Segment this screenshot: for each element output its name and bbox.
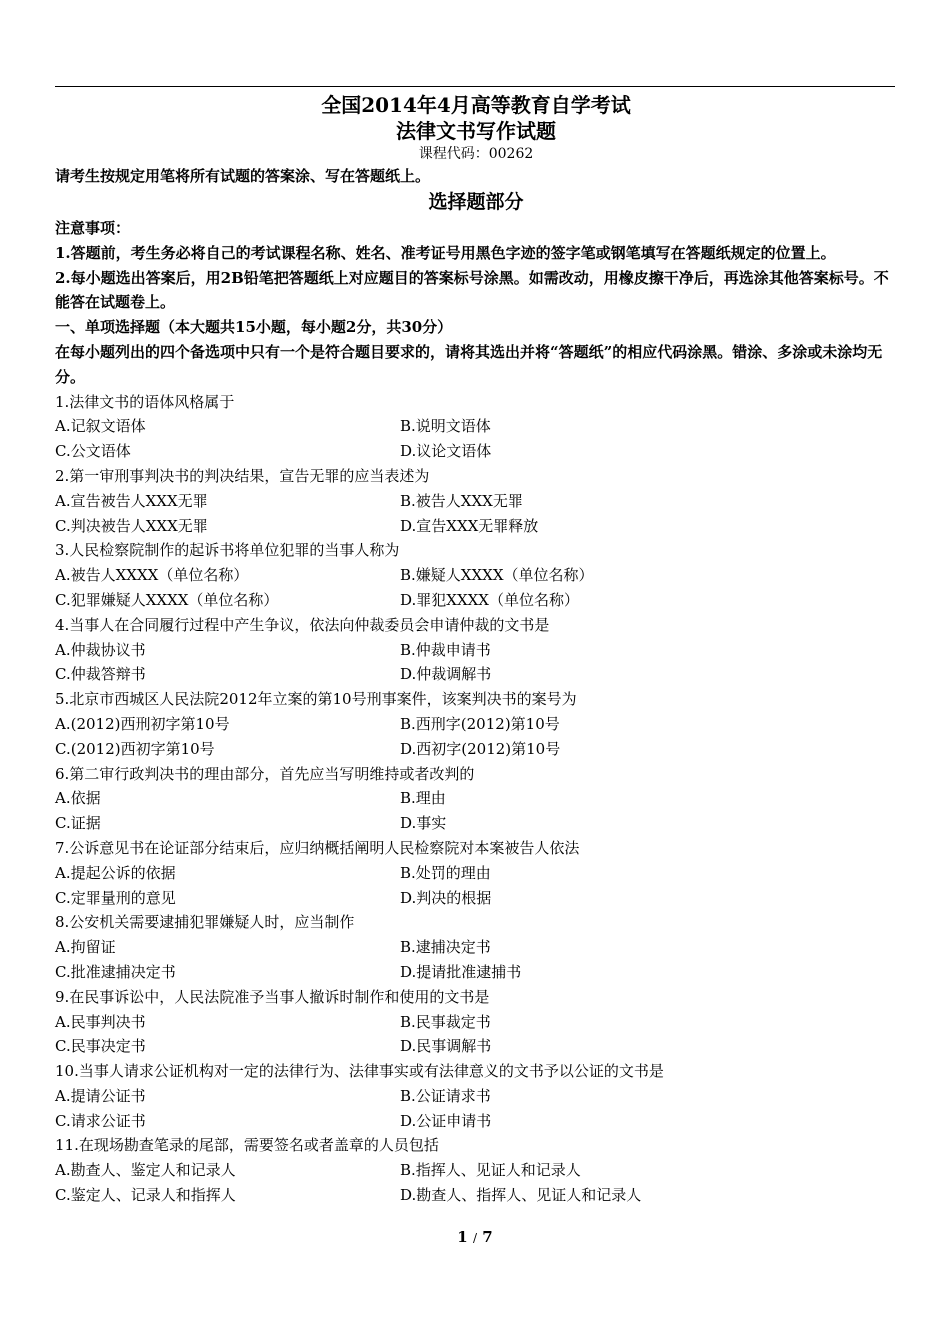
part1-description: 在每小题列出的四个备选项中只有一个是符合题目要求的，请将其选出并将“答题纸”的相应代码涂黑。错涂、多涂或未涂均无分。 (55, 342, 883, 386)
options-row (55, 1183, 897, 1208)
option-b: B.说明文语体 (400, 417, 491, 436)
header-rule (55, 86, 895, 87)
option-d: D.提请批准逮捕书 (400, 962, 522, 981)
option-a: A.仲裁协议书 (55, 640, 146, 659)
exam-title: 全国2014年4月高等教育自学考试 (321, 93, 631, 117)
option-b: B.西刑字(2012)第10号 (400, 714, 560, 733)
total-pages: 7 (482, 1228, 493, 1246)
option-c: C.鉴定人、记录人和指挥人 (55, 1186, 236, 1205)
option-a: A.提请公证书 (55, 1086, 146, 1105)
question-stem: 1.法律文书的语体风格属于 (55, 392, 235, 411)
question-item (55, 836, 897, 910)
option-d: D.议论文语体 (400, 442, 492, 461)
question-stem: 8.公安机关需要逮捕犯罪嫌疑人时，应当制作 (55, 913, 355, 932)
options-row (55, 662, 897, 687)
options-row (55, 414, 897, 439)
question-item (55, 613, 897, 687)
options-row (55, 638, 897, 663)
option-c: C.请求公证书 (55, 1111, 146, 1130)
option-c: C.证据 (55, 814, 101, 833)
option-c: C.判决被告人XXX无罪 (55, 516, 208, 535)
options-row (55, 1084, 897, 1109)
option-d: D.西初字(2012)第10号 (400, 739, 561, 758)
option-a: A.被告人XXXX（单位名称） (55, 566, 249, 585)
options-row (55, 935, 897, 960)
option-c: C.民事决定书 (55, 1037, 146, 1056)
option-d: D.公证申请书 (400, 1111, 492, 1130)
option-c: C.犯罪嫌疑人XXXX（单位名称） (55, 590, 279, 609)
option-d: D.事实 (400, 814, 447, 833)
question-stem: 7.公诉意见书在论证部分结束后，应归纳概括阐明人民检察院对本案被告人依法 (55, 838, 580, 857)
question-item (55, 464, 897, 538)
page-number (0, 1228, 950, 1246)
option-b: B.被告人XXX无罪 (400, 491, 523, 510)
options-row (55, 1158, 897, 1183)
option-a: A.依据 (55, 789, 101, 808)
question-item (55, 538, 897, 612)
question-item (55, 1133, 897, 1207)
option-d: D.宣告XXX无罪释放 (400, 516, 539, 535)
question-item (55, 687, 897, 761)
question-item (55, 762, 897, 836)
option-d: D.仲裁调解书 (400, 665, 492, 684)
options-row (55, 786, 897, 811)
section-title: 选择题部分 (428, 191, 524, 213)
option-b: B.嫌疑人XXXX（单位名称） (400, 566, 594, 585)
question-stem: 11.在现场勘查笔录的尾部，需要签名或者盖章的人员包括 (55, 1136, 439, 1155)
options-row (55, 811, 897, 836)
options-row (55, 563, 897, 588)
option-a: A.拘留证 (55, 938, 116, 957)
question-stem: 4.当事人在合同履行过程中产生争议，依法向仲裁委员会申请仲裁的文书是 (55, 615, 550, 634)
answer-instruction: 请考生按规定用笔将所有试题的答案涂、写在答题纸上。 (55, 167, 431, 185)
course-code: 课程代码：00262 (418, 146, 534, 162)
option-d: D.罪犯XXXX（单位名称） (400, 590, 579, 609)
notes-item-1: 1.答题前，考生务必将自己的考试课程名称、姓名、准考证号用黑色字迹的签字笔或钢笔填写在答题纸规定的位置上。 (55, 243, 836, 262)
current-page: 1 (457, 1228, 468, 1246)
option-b: B.民事裁定书 (400, 1012, 491, 1031)
options-row (55, 514, 897, 539)
options-row (55, 1034, 897, 1059)
options-row (55, 737, 897, 762)
question-stem: 10.当事人请求公证机构对一定的法律行为、法律事实或有法律意义的文书予以公证的文书是 (55, 1062, 664, 1081)
exam-subject: 法律文书写作试题 (396, 119, 556, 143)
option-b: B.处罚的理由 (400, 863, 491, 882)
part1-heading: 一、单项选择题（本大题共15小题，每小题2分，共30分） (55, 318, 453, 337)
option-a: A.记叙文语体 (55, 417, 146, 436)
options-row (55, 1109, 897, 1134)
option-b: B.公证请求书 (400, 1086, 491, 1105)
question-stem: 3.人民检察院制作的起诉书将单位犯罪的当事人称为 (55, 541, 400, 560)
question-item (55, 910, 897, 984)
question-list (55, 390, 897, 1208)
options-row (55, 588, 897, 613)
options-row (55, 861, 897, 886)
option-b: B.指挥人、见证人和记录人 (400, 1161, 581, 1180)
option-c: C.(2012)西初字第10号 (55, 739, 215, 758)
option-a: A.(2012)西刑初字第10号 (55, 714, 230, 733)
question-item (55, 1059, 897, 1133)
question-item (55, 985, 897, 1059)
option-a: A.民事判决书 (55, 1012, 146, 1031)
question-stem: 2.第一审刑事判决书的判决结果，宣告无罪的应当表述为 (55, 466, 430, 485)
question-item (55, 390, 897, 464)
notes-item-2: 2.每小题选出答案后，用2B铅笔把答题纸上对应题目的答案标号涂黑。如需改动，用橡皮擦干净后，再选涂其他答案标号。不能答在试题卷上。 (55, 268, 889, 312)
option-c: C.仲裁答辩书 (55, 665, 146, 684)
option-d: D.判决的根据 (400, 888, 492, 907)
options-row (55, 886, 897, 911)
option-b: B.逮捕决定书 (400, 938, 491, 957)
question-stem: 5.北京市西城区人民法院2012年立案的第10号刑事案件，该案判决书的案号为 (55, 690, 577, 709)
options-row (55, 1010, 897, 1035)
option-b: B.理由 (400, 789, 446, 808)
option-a: A.勘查人、鉴定人和记录人 (55, 1161, 236, 1180)
options-row (55, 489, 897, 514)
option-c: C.定罪量刑的意见 (55, 888, 176, 907)
options-row (55, 712, 897, 737)
option-b: B.仲裁申请书 (400, 640, 491, 659)
option-c: C.公文语体 (55, 442, 131, 461)
options-row (55, 960, 897, 985)
notes-heading: 注意事项： (55, 219, 131, 237)
option-d: D.民事调解书 (400, 1037, 492, 1056)
options-row (55, 439, 897, 464)
option-d: D.勘查人、指挥人、见证人和记录人 (400, 1186, 642, 1205)
document-page (55, 92, 897, 1208)
option-a: A.提起公诉的依据 (55, 863, 176, 882)
option-a: A.宣告被告人XXX无罪 (55, 491, 208, 510)
page-separator: / (472, 1231, 478, 1245)
option-c: C.批准逮捕决定书 (55, 962, 176, 981)
question-stem: 9.在民事诉讼中，人民法院准予当事人撤诉时制作和使用的文书是 (55, 987, 490, 1006)
question-stem: 6.第二审行政判决书的理由部分，首先应当写明维持或者改判的 (55, 764, 475, 783)
